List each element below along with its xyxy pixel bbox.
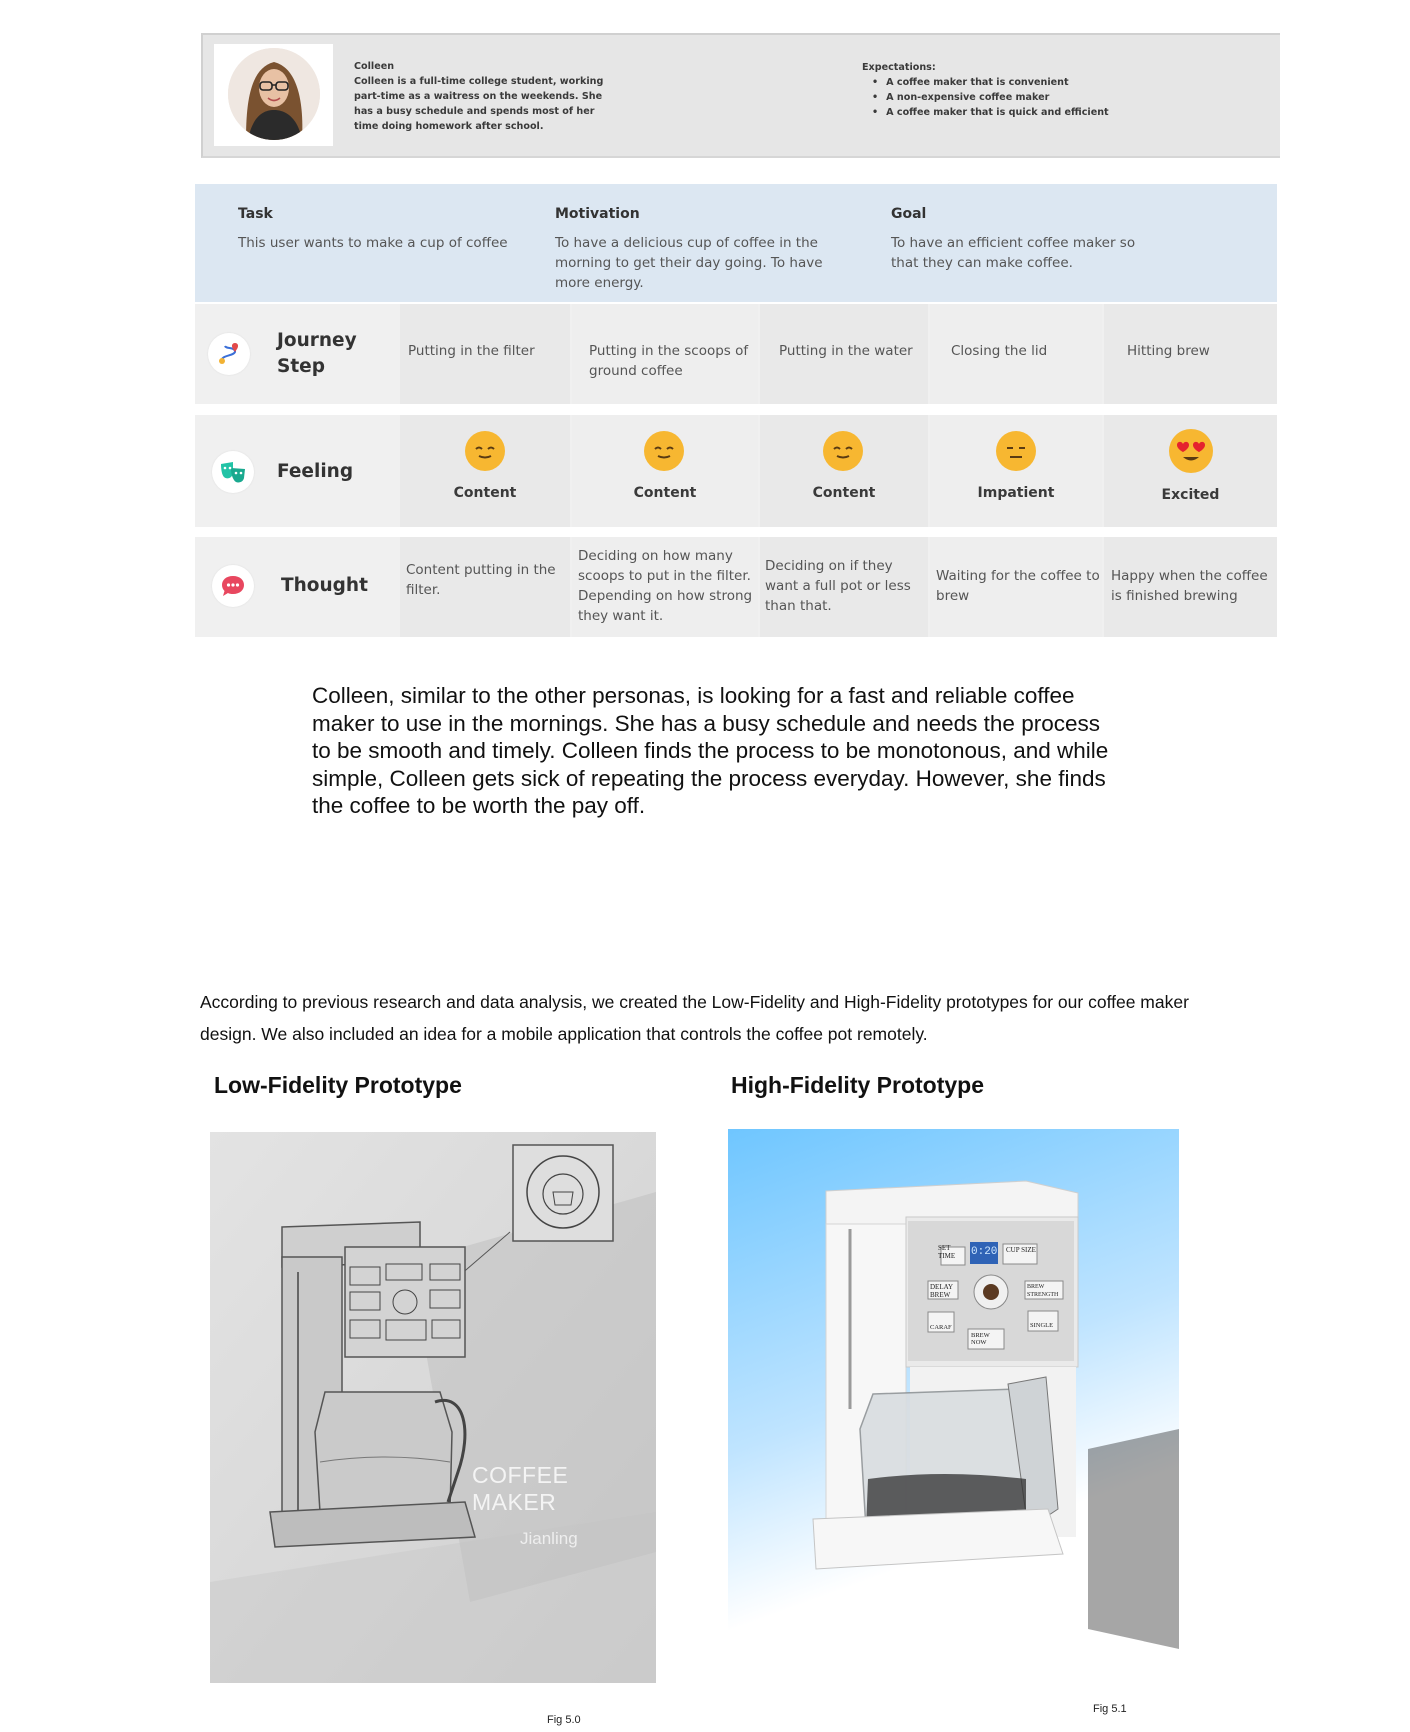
theater-masks-icon	[212, 451, 254, 493]
thought-text: Happy when the coffee is finished brewing	[1111, 568, 1268, 604]
panel-brew-strength-label: BREW STRENGTH	[1027, 1284, 1059, 1298]
step-text: Putting in the scoops of ground coffee	[589, 343, 749, 379]
content-face-icon	[464, 430, 506, 472]
panel-delay-brew-label: DELAY BREW	[930, 1283, 953, 1299]
goal-text: To have an efficient coffee maker so that they can make coffee.	[891, 235, 1136, 271]
expectation-item: • A coffee maker that is convenient	[872, 75, 1109, 90]
fig-5-0-caption: Fig 5.0	[547, 1714, 581, 1726]
low-fidelity-sketch-image	[210, 1132, 656, 1683]
feeling-text: Content	[812, 485, 876, 501]
route-icon	[208, 333, 250, 375]
motivation-text: To have a delicious cup of coffee in the morning to get their day going. To have more energy.	[555, 235, 823, 291]
panel-set-time-label: SET TIME	[938, 1244, 956, 1260]
panel-display: 0:20	[971, 1246, 998, 1258]
expectation-item: • A non-expensive coffee maker	[872, 90, 1109, 105]
prototype-intro-paragraph: According to previous research and data analysis, we created the Low-Fidelity and High-Fidelity prototypes for our coffee maker design. We also included an idea for a mobile application that controls the coffee pot remotely.	[200, 992, 1189, 1044]
panel-carafe-label: CARAF	[930, 1324, 952, 1331]
low-fidelity-title: Low-Fidelity Prototype	[214, 1072, 462, 1098]
high-fidelity-render-image	[728, 1129, 1179, 1683]
journey-step-label: Journey Step	[277, 330, 357, 377]
step-text: Hitting brew	[1127, 343, 1210, 359]
heart-eyes-face-icon	[1168, 428, 1214, 474]
panel-cup-size-label: CUP SIZE	[1006, 1246, 1036, 1254]
persona-avatar	[228, 48, 320, 140]
task-text: This user wants to make a cup of coffee	[238, 235, 508, 251]
step-text: Putting in the filter	[408, 343, 535, 359]
thought-text: Deciding on if they want a full pot or less than that.	[765, 558, 911, 614]
feeling-label: Feeling	[277, 461, 354, 482]
sketch-title-overlay: COFFEE MAKER	[472, 1462, 569, 1515]
expressionless-face-icon	[995, 430, 1037, 472]
panel-single-label: SINGLE	[1030, 1322, 1054, 1329]
step-text: Putting in the water	[779, 343, 913, 359]
thought-text: Deciding on how many scoops to put in the filter. Depending on how strong they want it.	[578, 548, 753, 624]
content-face-icon	[643, 430, 685, 472]
feeling-text: Impatient	[977, 485, 1055, 501]
panel-brew-now-label: BREW NOW	[971, 1332, 990, 1346]
goal-title: Goal	[891, 206, 927, 222]
content-face-icon	[822, 430, 864, 472]
feeling-text: Excited	[1161, 487, 1220, 503]
step-text: Closing the lid	[951, 343, 1048, 359]
persona-name: Colleen	[354, 61, 395, 72]
fig-5-1-caption: Fig 5.1	[1093, 1703, 1127, 1715]
high-fidelity-title: High-Fidelity Prototype	[731, 1072, 984, 1098]
sketch-author-overlay: Jianling	[520, 1529, 578, 1548]
feeling-text: Content	[633, 485, 697, 501]
expectations-list	[872, 75, 1109, 120]
persona-description: Colleen is a full-time college student, working part-time as a waitress on the weekends. She has a busy schedule and spends most of her time doing homework after school.	[354, 76, 604, 132]
task-title: Task	[238, 206, 273, 222]
expectations-title: Expectations:	[862, 62, 936, 73]
feeling-text: Content	[453, 485, 517, 501]
chat-bubble-icon	[212, 565, 254, 607]
expectation-item: • A coffee maker that is quick and efficient	[872, 105, 1109, 120]
persona-photo-frame	[214, 44, 333, 146]
thought-text: Content putting in the filter.	[406, 562, 556, 598]
thought-text: Waiting for the coffee to brew	[936, 568, 1100, 604]
thought-label: Thought	[281, 575, 368, 596]
motivation-title: Motivation	[555, 206, 640, 222]
persona-summary-paragraph: Colleen, similar to the other personas, is looking for a fast and reliable coffee maker to use in the mornings. She has a busy schedule and needs the process to be smooth and timely. Colleen finds the process to be monotonous, and while simple, Colleen gets sick of repeating the process everyday. However, she finds the coffee to be worth the pay off.	[312, 683, 1109, 819]
